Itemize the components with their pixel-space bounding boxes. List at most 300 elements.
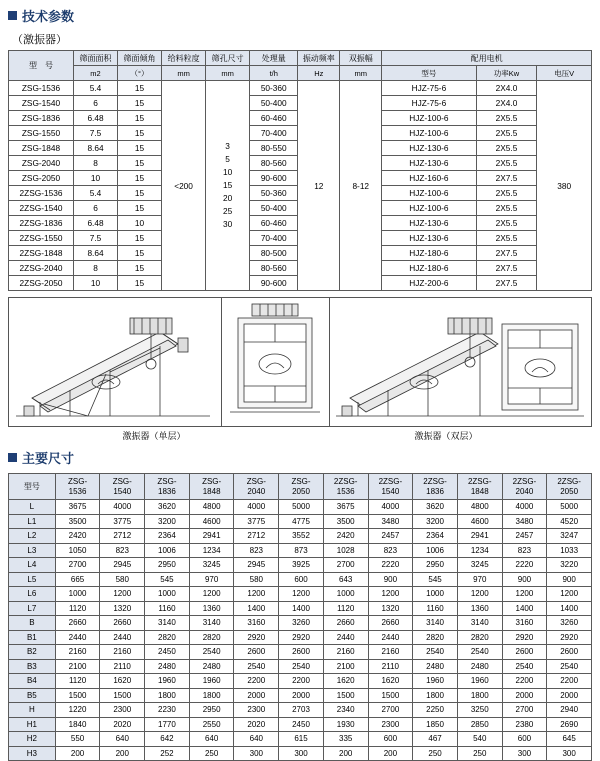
- dims-cell: 2941: [189, 529, 234, 544]
- dims-cell: 1800: [457, 688, 502, 703]
- table-row: [9, 572, 592, 587]
- cell-motor-model: HJZ-130-6: [382, 231, 476, 246]
- dims-cell: 2700: [368, 703, 413, 718]
- params-section-title: [0, 0, 600, 31]
- table-row: [9, 688, 592, 703]
- dims-cell: 1200: [502, 587, 547, 602]
- cell-screen-angle: 15: [118, 96, 162, 111]
- cell-motor-model: HJZ-100-6: [382, 111, 476, 126]
- dims-cell: 2690: [547, 717, 592, 732]
- dims-cell: 545: [413, 572, 458, 587]
- cell-motor-model: HJZ-180-6: [382, 246, 476, 261]
- table-row: [9, 81, 592, 96]
- dims-cell: 2020: [100, 717, 145, 732]
- th-vib-freq: 振动频率: [298, 51, 340, 66]
- dims-row-label: L1: [9, 514, 56, 529]
- params-subtitle: （激振器）: [12, 34, 67, 46]
- dims-cell: 3245: [189, 558, 234, 573]
- cell-screen-area: 8: [74, 261, 118, 276]
- dims-cell: 1006: [145, 543, 190, 558]
- dims-row-label: B1: [9, 630, 56, 645]
- dims-cell: 2600: [502, 645, 547, 660]
- dims-cell: 3675: [55, 500, 100, 515]
- dims-cell: 3247: [547, 529, 592, 544]
- dims-cell: 2000: [502, 688, 547, 703]
- cell-model: ZSG-1836: [9, 111, 74, 126]
- cell-capacity: 50-400: [250, 201, 298, 216]
- unit-double-amp: mm: [340, 66, 382, 81]
- cell-model: 2ZSG-1848: [9, 246, 74, 261]
- dims-cell: 2364: [413, 529, 458, 544]
- dims-cell: 2540: [413, 645, 458, 660]
- dims-cell: 970: [457, 572, 502, 587]
- dims-cell: 1033: [547, 543, 592, 558]
- dims-cell: 580: [234, 572, 279, 587]
- dims-cell: 823: [502, 543, 547, 558]
- dims-cell: 1360: [189, 601, 234, 616]
- dims-cell: 2457: [502, 529, 547, 544]
- dims-cell: 1160: [413, 601, 458, 616]
- dims-corner-label: 型号: [9, 474, 56, 500]
- cell-model: 2ZSG-2040: [9, 261, 74, 276]
- dims-column-header: 2ZSG- 2040: [502, 474, 547, 500]
- dims-cell: 200: [55, 746, 100, 761]
- dims-cell: 665: [55, 572, 100, 587]
- cell-model: ZSG-2050: [9, 171, 74, 186]
- dims-row-label: B5: [9, 688, 56, 703]
- dims-cell: 1500: [100, 688, 145, 703]
- table-row: [9, 500, 592, 515]
- dims-cell: 2600: [547, 645, 592, 660]
- dims-cell: 250: [189, 746, 234, 761]
- dims-cell: 2945: [234, 558, 279, 573]
- cell-motor-power: 2X5.5: [476, 216, 537, 231]
- unit-mesh-size: mm: [206, 66, 250, 81]
- dims-cell: 2450: [145, 645, 190, 660]
- th-double-amp: 双振幅: [340, 51, 382, 66]
- cell-voltage: 380: [537, 81, 592, 291]
- dims-cell: 2850: [457, 717, 502, 732]
- dims-cell: 550: [55, 732, 100, 747]
- dims-column-header: 2ZSG- 1836: [413, 474, 458, 500]
- dims-section-title: [0, 442, 600, 473]
- dims-cell: 3675: [323, 500, 368, 515]
- cell-screen-area: 8.64: [74, 141, 118, 156]
- cell-model: 2ZSG-1536: [9, 186, 74, 201]
- cell-screen-area: 6: [74, 201, 118, 216]
- dims-cell: 200: [100, 746, 145, 761]
- dims-cell: 3140: [189, 616, 234, 631]
- dims-cell: 2920: [502, 630, 547, 645]
- dims-cell: 1200: [100, 587, 145, 602]
- dims-column-header: ZSG- 1540: [100, 474, 145, 500]
- dims-cell: 2700: [55, 558, 100, 573]
- cell-double-amp: 8-12: [340, 81, 382, 291]
- dims-cell: 335: [323, 732, 368, 747]
- dims-cell: 823: [234, 543, 279, 558]
- figures-area: [8, 297, 592, 427]
- dims-cell: 1500: [323, 688, 368, 703]
- cell-capacity: 70-400: [250, 231, 298, 246]
- dims-cell: 580: [100, 572, 145, 587]
- cell-model: ZSG-1550: [9, 126, 74, 141]
- dims-cell: 3480: [368, 514, 413, 529]
- table-row: [9, 732, 592, 747]
- dims-cell: 1360: [457, 601, 502, 616]
- dims-cell: 467: [413, 732, 458, 747]
- dims-cell: 1800: [189, 688, 234, 703]
- dims-cell: 2540: [457, 645, 502, 660]
- dims-cell: 4800: [457, 500, 502, 515]
- dims-row-label: B3: [9, 659, 56, 674]
- technical-parameters-table: [8, 50, 592, 291]
- dims-cell: 2820: [457, 630, 502, 645]
- cell-capacity: 60-460: [250, 111, 298, 126]
- dims-cell: 2950: [413, 558, 458, 573]
- dims-cell: 1200: [279, 587, 324, 602]
- cell-screen-angle: 15: [118, 201, 162, 216]
- dims-cell: 250: [457, 746, 502, 761]
- dims-cell: 3140: [145, 616, 190, 631]
- table-row: [9, 703, 592, 718]
- cell-feed-size: <200: [162, 81, 206, 291]
- dims-cell: 2820: [413, 630, 458, 645]
- th-motor-voltage: 电压V: [537, 66, 592, 81]
- dims-cell: 1500: [368, 688, 413, 703]
- dims-cell: 300: [547, 746, 592, 761]
- cell-screen-area: 6.48: [74, 111, 118, 126]
- dims-cell: 3500: [323, 514, 368, 529]
- dims-cell: 3620: [413, 500, 458, 515]
- dims-cell: 643: [323, 572, 368, 587]
- caption-double-deck: 激振器（双层）: [414, 431, 478, 441]
- dims-cell: 4000: [368, 500, 413, 515]
- dims-cell: 2200: [502, 674, 547, 689]
- dims-row-label: L: [9, 500, 56, 515]
- th-screen-area: 筛面面积: [74, 51, 118, 66]
- cell-capacity: 80-500: [250, 246, 298, 261]
- dims-cell: 2550: [189, 717, 234, 732]
- dims-cell: 1770: [145, 717, 190, 732]
- params-title-text: 技术参数: [22, 9, 75, 24]
- dims-cell: 1500: [55, 688, 100, 703]
- dims-cell: 640: [100, 732, 145, 747]
- cell-screen-area: 8.64: [74, 246, 118, 261]
- table-row: [9, 659, 592, 674]
- table-row: [9, 543, 592, 558]
- dims-row-label: L3: [9, 543, 56, 558]
- dims-cell: 2920: [547, 630, 592, 645]
- dims-cell: 1050: [55, 543, 100, 558]
- dims-cell: 2820: [189, 630, 234, 645]
- table-row: [9, 558, 592, 573]
- dims-column-header: ZSG- 1536: [55, 474, 100, 500]
- dims-cell: 2660: [368, 616, 413, 631]
- cell-motor-model: HJZ-100-6: [382, 201, 476, 216]
- cell-motor-power: 2X5.5: [476, 111, 537, 126]
- dims-cell: 3620: [145, 500, 190, 515]
- dims-cell: 1000: [55, 587, 100, 602]
- dims-cell: 3925: [279, 558, 324, 573]
- cell-motor-power: 2X4.0: [476, 96, 537, 111]
- dims-cell: 2480: [413, 659, 458, 674]
- cell-motor-model: HJZ-130-6: [382, 156, 476, 171]
- dims-row-label: H: [9, 703, 56, 718]
- dims-cell: 4800: [189, 500, 234, 515]
- unit-feed-size: mm: [162, 66, 206, 81]
- dims-cell: 2440: [368, 630, 413, 645]
- dims-cell: 2950: [189, 703, 234, 718]
- cell-motor-power: 2X7.5: [476, 171, 537, 186]
- dims-cell: 1200: [368, 587, 413, 602]
- cell-capacity: 90-600: [250, 171, 298, 186]
- cell-screen-angle: 15: [118, 126, 162, 141]
- cell-screen-area: 5.4: [74, 186, 118, 201]
- unit-screen-angle: （°）: [118, 66, 162, 81]
- dims-cell: 2160: [323, 645, 368, 660]
- dims-cell: 2540: [234, 659, 279, 674]
- dims-cell: 1400: [234, 601, 279, 616]
- cell-motor-power: 2X5.5: [476, 231, 537, 246]
- dims-cell: 5000: [279, 500, 324, 515]
- dims-cell: 3200: [145, 514, 190, 529]
- dims-cell: 2220: [502, 558, 547, 573]
- th-motor-power: 功率Kw: [476, 66, 537, 81]
- cell-screen-angle: 15: [118, 111, 162, 126]
- cell-motor-model: HJZ-200-6: [382, 276, 476, 291]
- dims-cell: 642: [145, 732, 190, 747]
- dims-cell: 3160: [234, 616, 279, 631]
- dims-cell: 1400: [279, 601, 324, 616]
- cell-motor-power: 2X5.5: [476, 201, 537, 216]
- dims-cell: 1620: [368, 674, 413, 689]
- cell-screen-angle: 15: [118, 141, 162, 156]
- dims-cell: 3140: [413, 616, 458, 631]
- dims-cell: 3480: [502, 514, 547, 529]
- cell-screen-angle: 15: [118, 171, 162, 186]
- dims-cell: 1200: [547, 587, 592, 602]
- cell-model: 2ZSG-1836: [9, 216, 74, 231]
- dims-cell: 2000: [234, 688, 279, 703]
- dims-column-header: ZSG- 2050: [279, 474, 324, 500]
- dims-cell: 3245: [457, 558, 502, 573]
- dims-cell: 200: [368, 746, 413, 761]
- dims-row-label: L6: [9, 587, 56, 602]
- cell-capacity: 80-560: [250, 156, 298, 171]
- dims-cell: 2940: [547, 703, 592, 718]
- dims-cell: 2160: [368, 645, 413, 660]
- dims-column-header: ZSG- 1848: [189, 474, 234, 500]
- dims-cell: 1000: [145, 587, 190, 602]
- dims-cell: 2540: [502, 659, 547, 674]
- dims-cell: 545: [145, 572, 190, 587]
- dims-cell: 3500: [55, 514, 100, 529]
- dims-row-label: B: [9, 616, 56, 631]
- dims-cell: 3160: [502, 616, 547, 631]
- dims-cell: 200: [323, 746, 368, 761]
- cell-screen-area: 10: [74, 276, 118, 291]
- table-row: [9, 645, 592, 660]
- dims-cell: 2200: [279, 674, 324, 689]
- dims-cell: 2920: [234, 630, 279, 645]
- dims-row-label: L4: [9, 558, 56, 573]
- table-row: [9, 616, 592, 631]
- dims-cell: 2220: [368, 558, 413, 573]
- cell-motor-power: 2X4.0: [476, 81, 537, 96]
- cell-screen-area: 7.5: [74, 231, 118, 246]
- cell-screen-area: 10: [74, 171, 118, 186]
- dims-cell: 1620: [323, 674, 368, 689]
- dims-cell: 2820: [145, 630, 190, 645]
- dims-cell: 1200: [189, 587, 234, 602]
- main-dimensions-table: [8, 473, 592, 761]
- dims-cell: 1200: [457, 587, 502, 602]
- dims-cell: 2941: [457, 529, 502, 544]
- table-row: [9, 674, 592, 689]
- cell-screen-angle: 15: [118, 276, 162, 291]
- cell-model: ZSG-2040: [9, 156, 74, 171]
- dims-row-label: L5: [9, 572, 56, 587]
- dims-cell: 300: [234, 746, 279, 761]
- figure-vibrator-detail: [222, 298, 328, 426]
- dims-cell: 2100: [323, 659, 368, 674]
- dims-cell: 3250: [457, 703, 502, 718]
- unit-screen-area: m2: [74, 66, 118, 81]
- table-row: [9, 717, 592, 732]
- dims-cell: 2480: [189, 659, 234, 674]
- dims-cell: 2364: [145, 529, 190, 544]
- caption-single-deck: 激振器（单层）: [122, 431, 186, 441]
- dims-cell: 4520: [547, 514, 592, 529]
- dims-cell: 2160: [55, 645, 100, 660]
- dims-cell: 2160: [100, 645, 145, 660]
- cell-motor-power: 2X5.5: [476, 186, 537, 201]
- dims-cell: 1400: [547, 601, 592, 616]
- dims-cell: 900: [502, 572, 547, 587]
- dims-cell: 4600: [457, 514, 502, 529]
- dims-cell: 823: [100, 543, 145, 558]
- dims-cell: 2100: [55, 659, 100, 674]
- dims-cell: 2380: [502, 717, 547, 732]
- dims-row-label: H2: [9, 732, 56, 747]
- table-row: [9, 746, 592, 761]
- dims-cell: 1930: [323, 717, 368, 732]
- dims-cell: 3552: [279, 529, 324, 544]
- cell-screen-angle: 15: [118, 261, 162, 276]
- cell-motor-model: HJZ-180-6: [382, 261, 476, 276]
- dims-cell: 2440: [323, 630, 368, 645]
- th-mesh-size: 筛孔尺寸: [206, 51, 250, 66]
- dims-row-label: H3: [9, 746, 56, 761]
- dims-cell: 2250: [413, 703, 458, 718]
- dims-cell: 1028: [323, 543, 368, 558]
- dims-cell: 5000: [547, 500, 592, 515]
- cell-screen-angle: 15: [118, 246, 162, 261]
- dims-cell: 640: [234, 732, 279, 747]
- cell-capacity: 50-400: [250, 96, 298, 111]
- dims-cell: 300: [279, 746, 324, 761]
- table-row: [9, 601, 592, 616]
- cell-model: ZSG-1540: [9, 96, 74, 111]
- th-capacity: 处理量: [250, 51, 298, 66]
- cell-capacity: 90-600: [250, 276, 298, 291]
- dims-cell: 1000: [323, 587, 368, 602]
- th-motor-model: 型号: [382, 66, 476, 81]
- dims-cell: 2712: [234, 529, 279, 544]
- dims-cell: 2457: [368, 529, 413, 544]
- dims-cell: 2020: [234, 717, 279, 732]
- cell-motor-model: HJZ-75-6: [382, 81, 476, 96]
- dims-cell: 4000: [502, 500, 547, 515]
- cell-motor-power: 2X5.5: [476, 141, 537, 156]
- dims-cell: 1200: [234, 587, 279, 602]
- cell-capacity: 80-560: [250, 261, 298, 276]
- dims-cell: 4600: [189, 514, 234, 529]
- dims-column-header: 2ZSG- 1540: [368, 474, 413, 500]
- cell-motor-power: 2X7.5: [476, 276, 537, 291]
- cell-motor-power: 2X7.5: [476, 246, 537, 261]
- dims-cell: 2000: [547, 688, 592, 703]
- dims-cell: 1234: [457, 543, 502, 558]
- dims-cell: 1160: [145, 601, 190, 616]
- dims-cell: 1960: [413, 674, 458, 689]
- th-feed-size: 给料粒度: [162, 51, 206, 66]
- square-bullet-icon-2: [8, 453, 17, 462]
- cell-capacity: 50-360: [250, 186, 298, 201]
- dims-cell: 2920: [279, 630, 324, 645]
- dims-cell: 2480: [457, 659, 502, 674]
- dims-column-header: ZSG- 1836: [145, 474, 190, 500]
- table-row: [9, 587, 592, 602]
- dims-cell: 252: [145, 746, 190, 761]
- dims-cell: 3140: [457, 616, 502, 631]
- dims-cell: 1850: [413, 717, 458, 732]
- cell-capacity: 50-360: [250, 81, 298, 96]
- figure-double-deck-right: [330, 298, 592, 426]
- dims-cell: 300: [502, 746, 547, 761]
- dims-cell: 2440: [55, 630, 100, 645]
- dims-cell: 3260: [279, 616, 324, 631]
- dims-cell: 2950: [145, 558, 190, 573]
- dims-cell: 1620: [100, 674, 145, 689]
- dims-cell: 1220: [55, 703, 100, 718]
- dims-cell: 3220: [547, 558, 592, 573]
- dims-cell: 900: [547, 572, 592, 587]
- unit-capacity: t/h: [250, 66, 298, 81]
- dims-cell: 1120: [55, 601, 100, 616]
- dims-cell: 1840: [55, 717, 100, 732]
- dims-title-text: 主要尺寸: [22, 451, 75, 466]
- dims-cell: 3260: [547, 616, 592, 631]
- dims-cell: 540: [457, 732, 502, 747]
- dims-cell: 2230: [145, 703, 190, 718]
- cell-motor-model: HJZ-100-6: [382, 126, 476, 141]
- dims-cell: 250: [413, 746, 458, 761]
- cell-model: ZSG-1848: [9, 141, 74, 156]
- cell-motor-model: HJZ-130-6: [382, 141, 476, 156]
- cell-screen-area: 7.5: [74, 126, 118, 141]
- cell-mesh-size: 3 5 10 15 20 25 30: [206, 81, 250, 291]
- dims-row-label: B4: [9, 674, 56, 689]
- cell-vib-freq: 12: [298, 81, 340, 291]
- table-row: [9, 514, 592, 529]
- dims-cell: 600: [368, 732, 413, 747]
- th-screen-angle: 筛面倾角: [118, 51, 162, 66]
- dims-cell: 2440: [100, 630, 145, 645]
- dims-cell: 900: [368, 572, 413, 587]
- cell-screen-area: 8: [74, 156, 118, 171]
- figure-captions: [8, 429, 592, 442]
